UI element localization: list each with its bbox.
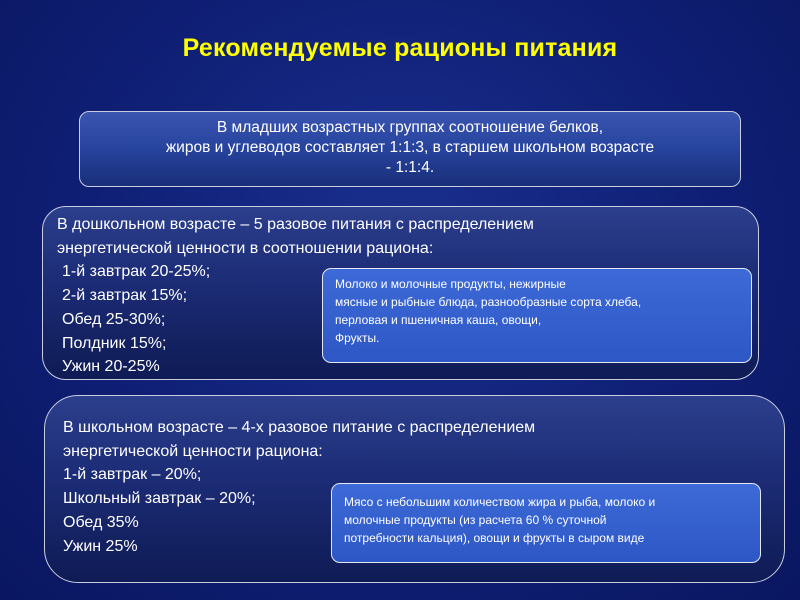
preschool-note-line: Молоко и молочные продукты, нежирные xyxy=(335,277,566,291)
preschool-note-line: мясные и рыбные блюда, разнообразные сорта хлеба, xyxy=(335,295,642,309)
preschool-meal-item: Ужин 20-25% xyxy=(62,358,160,376)
preschool-food-note xyxy=(322,268,752,363)
preschool-meal-item: 1-й завтрак 20-25%; xyxy=(62,263,211,281)
preschool-meal-item: Обед 25-30%; xyxy=(62,310,166,328)
school-meal-item: Школьный завтрак – 20%; xyxy=(63,490,256,508)
school-note-line: потребности кальция), овощи и фрукты в сыром виде xyxy=(344,531,645,545)
school-note-line: молочные продукты (из расчета 60 % суточной xyxy=(344,513,607,527)
slide-title: Рекомендуемые рационы питания xyxy=(182,34,618,62)
school-food-note xyxy=(331,483,761,563)
school-line: энергетической ценности рациона: xyxy=(63,442,323,460)
ratio-info-line: В младших возрастных группах соотношение белков, xyxy=(216,119,604,136)
preschool-note-line: перловая и пшеничная каша, овощи, xyxy=(335,313,542,327)
preschool-box xyxy=(42,206,759,380)
preschool-note-line: Фрукты. xyxy=(335,331,380,345)
preschool-line: В дошкольном возрасте – 5 разовое питания с распределением xyxy=(57,216,534,233)
school-meal-item: 1-й завтрак – 20%; xyxy=(63,466,202,484)
ratio-info-box xyxy=(79,111,741,187)
preschool-line: энергетической ценности в соотношении рациона: xyxy=(57,239,434,257)
school-meal-item: Обед 35% xyxy=(63,513,139,531)
ratio-info-line: - 1:1:4. xyxy=(385,159,435,176)
school-line: В школьном возрасте – 4-х разовое питание с распределением xyxy=(63,419,536,436)
school-note-line: Мясо с небольшим количеством жира и рыба, молоко и xyxy=(344,495,656,509)
preschool-meal-item: Полдник 15%; xyxy=(62,334,167,352)
preschool-meal-item: 2-й завтрак 15%; xyxy=(62,287,188,305)
school-box xyxy=(44,395,785,583)
ratio-info-line: жиров и углеводов составляет 1:1:3, в старшем школьном возрасте xyxy=(165,139,655,156)
school-meal-item: Ужин 25% xyxy=(63,537,138,555)
